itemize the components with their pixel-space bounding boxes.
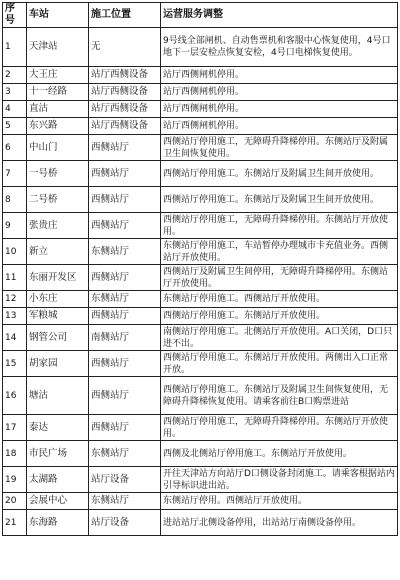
header-adjustment: 运营服务调整 [161,3,398,28]
construction-position: 东侧站厅 [89,291,161,308]
construction-position: 站厅设备 [89,510,161,536]
station-name: 东丽开发区 [27,265,89,291]
table-row [3,67,398,84]
construction-position: 站厅西侧设备 [89,67,161,84]
table-row [3,187,398,213]
row-number: 16 [3,377,27,415]
service-adjustment: 西侧站厅停用施工，无障碍升降梯停用。东侧站厅开放使用。 [161,415,398,441]
service-adjustment: 站厅西侧闸机停用。 [161,101,398,118]
row-number: 14 [3,325,27,351]
station-name: 小东庄 [27,291,89,308]
construction-position: 西侧站厅 [89,135,161,161]
row-number: 6 [3,135,27,161]
table-row [3,441,398,467]
row-number: 18 [3,441,27,467]
construction-position: 西侧站厅 [89,351,161,377]
service-adjustment: 9号线全部闸机、自动售票机和客服中心恢复使用，4号口地下一层安检点恢复安检，4号口电梯恢复使用。 [161,28,398,67]
row-number: 12 [3,291,27,308]
station-name: 一号桥 [27,161,89,187]
header-station: 车站 [27,3,89,28]
station-name: 二号桥 [27,187,89,213]
service-adjustment: 西侧站厅停用施工。东侧站厅开放使用。两侧出入口正常开放。 [161,351,398,377]
table-header-row [3,3,398,28]
table-row [3,415,398,441]
row-number: 4 [3,101,27,118]
construction-position: 无 [89,28,161,67]
service-adjustment: 西侧站厅停用施工。东侧站厅开放使用。 [161,308,398,325]
table-row [3,161,398,187]
table-row [3,118,398,135]
station-name: 东海路 [27,510,89,536]
table-row [3,308,398,325]
table-row [3,291,398,308]
station-name: 新立 [27,239,89,265]
station-name: 中山门 [27,135,89,161]
station-name: 十一经路 [27,84,89,101]
service-adjustment: 西侧站厅及附属卫生间停用，无障碍升降梯停用。东侧站厅开放使用。 [161,265,398,291]
table-row [3,467,398,493]
table-row [3,377,398,415]
table-row [3,265,398,291]
station-name: 大王庄 [27,67,89,84]
service-adjustment: 站厅西侧闸机停用。 [161,84,398,101]
row-number: 3 [3,84,27,101]
service-adjustment: 站厅西侧闸机停用。 [161,118,398,135]
service-adjustment: 东侧站厅停用施工，车站暂停办理城市卡充值业务。西侧站厅开放使用。 [161,239,398,265]
station-name: 胡家园 [27,351,89,377]
construction-position: 站厅西侧设备 [89,118,161,135]
construction-position: 西侧站厅 [89,308,161,325]
construction-position: 东侧站厅 [89,493,161,510]
row-number: 10 [3,239,27,265]
construction-position: 东侧站厅 [89,239,161,265]
row-number: 19 [3,467,27,493]
service-adjustment: 西侧站厅停用施工，无障碍升降梯停用。东侧站厅开放使用。 [161,213,398,239]
table-row [3,135,398,161]
row-number: 21 [3,510,27,536]
service-adjustment: 西侧站厅停用施工。东侧站厅及附属卫生间开放使用。 [161,187,398,213]
row-number: 15 [3,351,27,377]
construction-position: 西侧站厅 [89,187,161,213]
row-number: 5 [3,118,27,135]
table-row [3,84,398,101]
row-number: 7 [3,161,27,187]
station-name: 会展中心 [27,493,89,510]
table-row [3,239,398,265]
row-number: 8 [3,187,27,213]
construction-position: 站厅西侧设备 [89,84,161,101]
table-row [3,510,398,536]
header-position: 施工位置 [89,3,161,28]
table-row [3,28,398,67]
service-adjustment: 东侧站厅停用施工。西侧站厅开放使用。 [161,291,398,308]
row-number: 2 [3,67,27,84]
construction-position: 西侧站厅 [89,415,161,441]
construction-position: 站厅设备 [89,467,161,493]
station-name: 张贵庄 [27,213,89,239]
table-row [3,351,398,377]
header-no: 序号 [3,3,27,28]
station-name: 泰达 [27,415,89,441]
row-number: 20 [3,493,27,510]
row-number: 9 [3,213,27,239]
construction-position: 西侧站厅 [89,265,161,291]
table-row [3,213,398,239]
row-number: 1 [3,28,27,67]
table-row [3,101,398,118]
service-adjustment: 西侧及北侧站厅停用施工。东侧站厅开放使用。 [161,441,398,467]
table-row [3,325,398,351]
construction-position: 西侧站厅 [89,377,161,415]
service-adjustment-table [2,2,398,536]
station-name: 直沽 [27,101,89,118]
station-name: 塘沽 [27,377,89,415]
construction-position: 南侧站厅 [89,325,161,351]
service-adjustment: 开往天津站方向站厅D口侧设备封闭施工。请乘客根据站内引导标识进出站。 [161,467,398,493]
construction-position: 站厅西侧设备 [89,101,161,118]
station-name: 天津站 [27,28,89,67]
service-adjustment: 东侧站厅停用。西侧站厅开放使用。 [161,493,398,510]
table-body [3,28,398,536]
service-adjustment: 南侧站厅停用施工。北侧站厅开放使用。A口关闭，D口只进不出。 [161,325,398,351]
construction-position: 西侧站厅 [89,213,161,239]
row-number: 11 [3,265,27,291]
station-name: 太湖路 [27,467,89,493]
station-name: 钢管公司 [27,325,89,351]
service-adjustment: 西侧站厅停用施工。东侧站厅及附属卫生间恢复使用，无障碍升降梯恢复使用。请乘客前往B口购票进站 [161,377,398,415]
row-number: 17 [3,415,27,441]
service-adjustment: 站厅西侧闸机停用。 [161,67,398,84]
station-name: 市民广场 [27,441,89,467]
construction-position: 东侧站厅 [89,441,161,467]
service-adjustment: 进站站厅北侧设备停用，出站站厅南侧设备停用。 [161,510,398,536]
construction-position: 西侧站厅 [89,161,161,187]
service-adjustment: 西侧站厅停用施工。东侧站厅及附属卫生间开放使用。 [161,161,398,187]
station-name: 军粮城 [27,308,89,325]
schedule-table-wrapper [2,2,398,536]
service-adjustment: 西侧站厅停用施工，无障碍升降梯停用。东侧站厅及附属卫生间恢复使用。 [161,135,398,161]
row-number: 13 [3,308,27,325]
table-row [3,493,398,510]
station-name: 东兴路 [27,118,89,135]
